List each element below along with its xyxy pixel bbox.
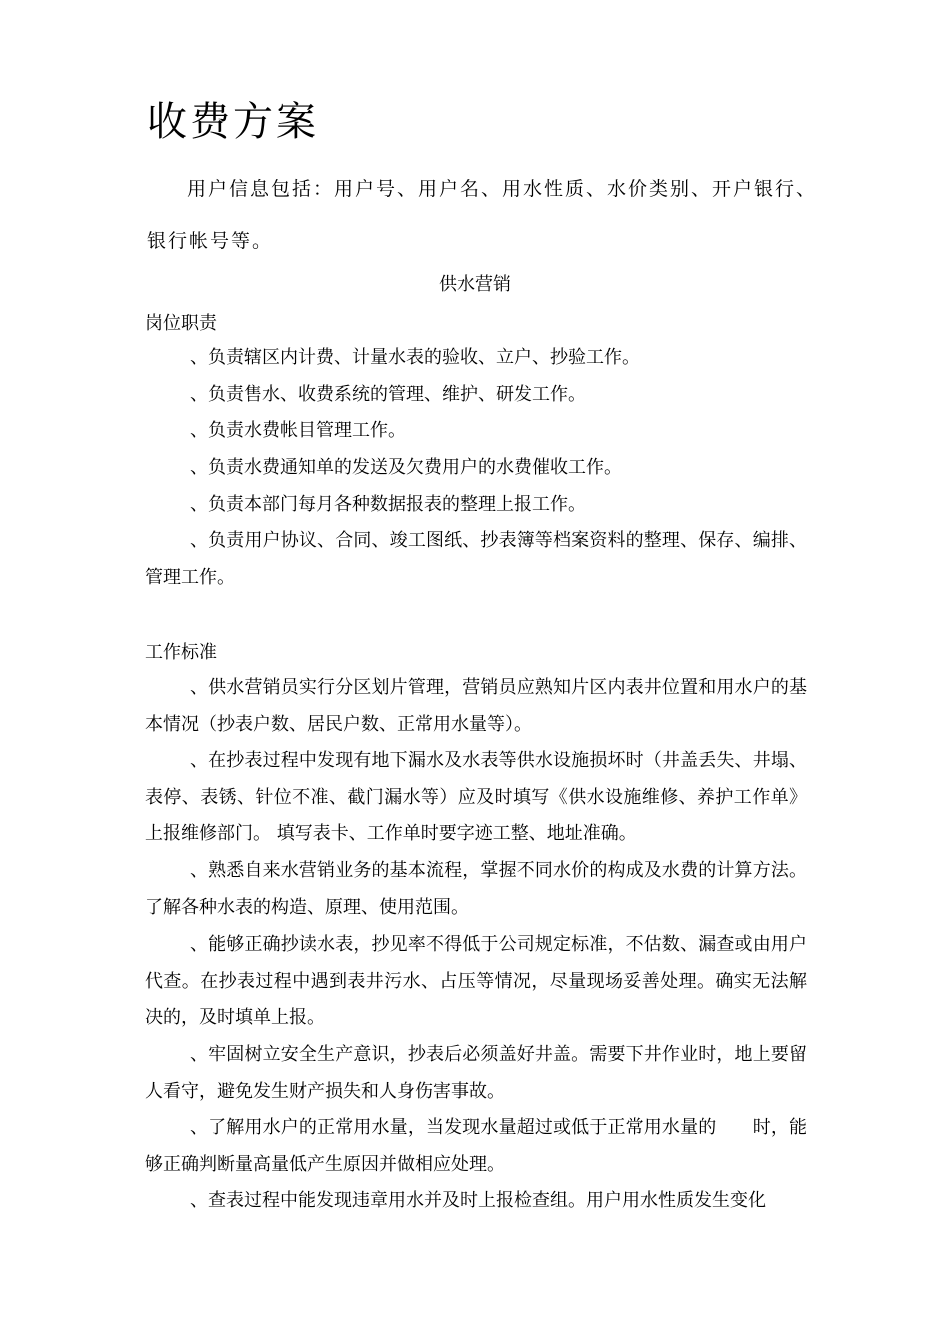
duty-item: 、负责售水、收费系统的管理、维护、研发工作。 — [190, 384, 586, 405]
duty-item: 、负责本部门每月各种数据报表的整理上报工作。 — [190, 494, 586, 515]
duty-item: 、负责辖区内计费、计量水表的验收、立户、抄验工作。 — [190, 347, 640, 368]
section-heading-duties: 岗位职责 — [145, 313, 217, 334]
standard-item: 、供水营销员实行分区划片管理，营销员应熟知片区内表井位置和用水户的基本情况（抄表户数、居民户数、正常用水量等）。 — [145, 677, 807, 735]
intro-line-1: 用户信息包括：用户号、用户名、用水性质、水价类别、开户银行、 — [187, 178, 818, 200]
intro-line-2: 银行帐号等。 — [147, 230, 274, 252]
standard-item: 、查表过程中能发现违章用水并及时上报检查组。用户用水性质发生变化 — [190, 1190, 766, 1211]
duty-item: 、负责用户协议、合同、竣工图纸、抄表簿等档案资料的整理、保存、编排、管理工作。 — [145, 530, 807, 588]
duty-item: 、负责水费通知单的发送及欠费用户的水费催收工作。 — [190, 457, 622, 478]
section-heading-standards: 工作标准 — [145, 642, 217, 663]
standard-item: 、能够正确抄读水表，抄见率不得低于公司规定标准，不估数、漏查或由用户代查。在抄表过程中遇到表井污水、占压等情况，尽量现场妥善处理。确实无法解决的，及时填单上报。 — [145, 934, 807, 1029]
standard-item: 、了解用水户的正常用水量，当发现水量超过或低于正常用水量的 时，能够正确判断量高量低产生原因并做相应处理。 — [145, 1117, 807, 1175]
duty-item: 、负责水费帐目管理工作。 — [190, 420, 406, 441]
center-heading: 供水营销 — [439, 274, 511, 295]
standard-item: 、在抄表过程中发现有地下漏水及水表等供水设施损坏时（井盖丢失、井塌、表停、表锈、针位不准、截门漏水等）应及时填写《供水设施维修、养护工作单》上报维修部门。 填写表卡、工作单时要字迹工整、地址准确。 — [145, 750, 807, 845]
standard-item: 、牢固树立安全生产意识，抄表后必须盖好井盖。需要下井作业时，地上要留人看守，避免发生财产损失和人身伤害事故。 — [145, 1044, 807, 1102]
page-title: 收费方案 — [147, 99, 319, 145]
standard-item: 、熟悉自来水营销业务的基本流程，掌握不同水价的构成及水费的计算方法。了解各种水表的构造、原理、使用范围。 — [145, 860, 807, 918]
